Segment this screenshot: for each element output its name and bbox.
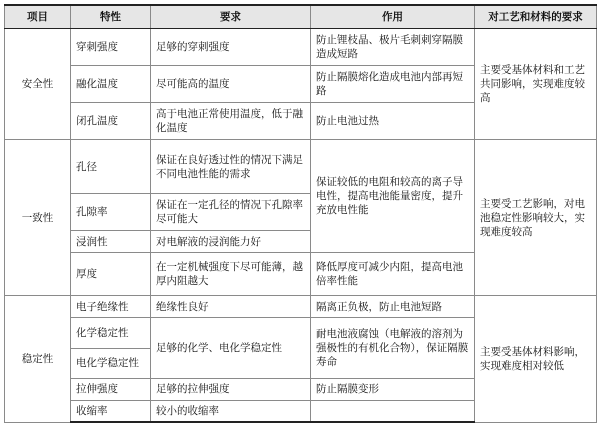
effect-cell: 降低厚度可减少内阻，提高电池倍率性能 xyxy=(311,252,475,295)
requirement-cell: 较小的收缩率 xyxy=(151,400,311,422)
requirement-cell: 保证在良好透过性的情况下满足不同电池性能的需求 xyxy=(151,139,311,193)
category-cell: 安全性 xyxy=(5,29,71,140)
effect-cell: 防止隔膜熔化造成电池内部再短路 xyxy=(311,65,475,102)
feature-cell: 收缩率 xyxy=(71,400,151,422)
feature-cell: 厚度 xyxy=(71,252,151,295)
requirements-table xyxy=(4,4,597,423)
feature-cell: 拉伸强度 xyxy=(71,378,151,400)
feature-cell: 孔隙率 xyxy=(71,194,151,231)
feature-cell: 孔径 xyxy=(71,139,151,193)
shared-requirement-cell: 足够的化学、电化学稳定性 xyxy=(151,318,311,379)
table-row xyxy=(5,29,597,66)
table-row xyxy=(5,296,597,318)
shared-effect-cell: 保证较低的电阻和较高的离子导电性，提高电池能量密度，提升充放电性能 xyxy=(311,139,475,252)
requirement-cell: 对电解液的浸润能力好 xyxy=(151,231,311,253)
header-feature: 特性 xyxy=(71,5,151,29)
category-cell: 稳定性 xyxy=(5,296,71,422)
feature-cell: 电化学稳定性 xyxy=(71,348,151,378)
effect-cell: 隔离正负极，防止电池短路 xyxy=(311,296,475,318)
feature-cell: 融化温度 xyxy=(71,65,151,102)
header-effect: 作用 xyxy=(311,5,475,29)
requirement-cell: 高于电池正常使用温度，低于融化温度 xyxy=(151,102,311,139)
requirement-cell: 在一定机械强度下尽可能薄，越厚内阻越大 xyxy=(151,252,311,295)
table-row xyxy=(5,139,597,193)
effect-cell: 防止电池过热 xyxy=(311,102,475,139)
feature-cell: 化学稳定性 xyxy=(71,318,151,348)
effect-cell xyxy=(311,400,475,422)
requirement-cell: 尽可能高的温度 xyxy=(151,65,311,102)
overall-requirement-cell: 主要受基体材料和工艺共同影响，实现难度较高 xyxy=(475,29,597,140)
overall-requirement-cell: 主要受工艺影响，对电池稳定性影响较大，实现难度较高 xyxy=(475,139,597,296)
requirement-cell: 足够的拉伸强度 xyxy=(151,378,311,400)
category-cell: 一致性 xyxy=(5,139,71,296)
overall-requirement-cell: 主要受基体材料影响，实现难度相对较低 xyxy=(475,296,597,422)
header-row xyxy=(5,5,597,29)
feature-cell: 闭孔温度 xyxy=(71,102,151,139)
feature-cell: 电子绝缘性 xyxy=(71,296,151,318)
requirement-cell: 绝缘性良好 xyxy=(151,296,311,318)
requirement-cell: 足够的穿刺强度 xyxy=(151,29,311,66)
header-item: 项目 xyxy=(5,5,71,29)
feature-cell: 穿刺强度 xyxy=(71,29,151,66)
header-process-material: 对工艺和材料的要求 xyxy=(475,5,597,29)
shared-effect-cell: 耐电池液腐蚀（电解液的溶剂为强极性的有机化合物），保证隔膜寿命 xyxy=(311,318,475,379)
header-requirement: 要求 xyxy=(151,5,311,29)
effect-cell: 防止隔膜变形 xyxy=(311,378,475,400)
requirement-cell: 保证在一定孔径的情况下孔隙率尽可能大 xyxy=(151,194,311,231)
feature-cell: 浸润性 xyxy=(71,231,151,253)
effect-cell: 防止锂枝晶、极片毛刺刺穿隔膜造成短路 xyxy=(311,29,475,66)
